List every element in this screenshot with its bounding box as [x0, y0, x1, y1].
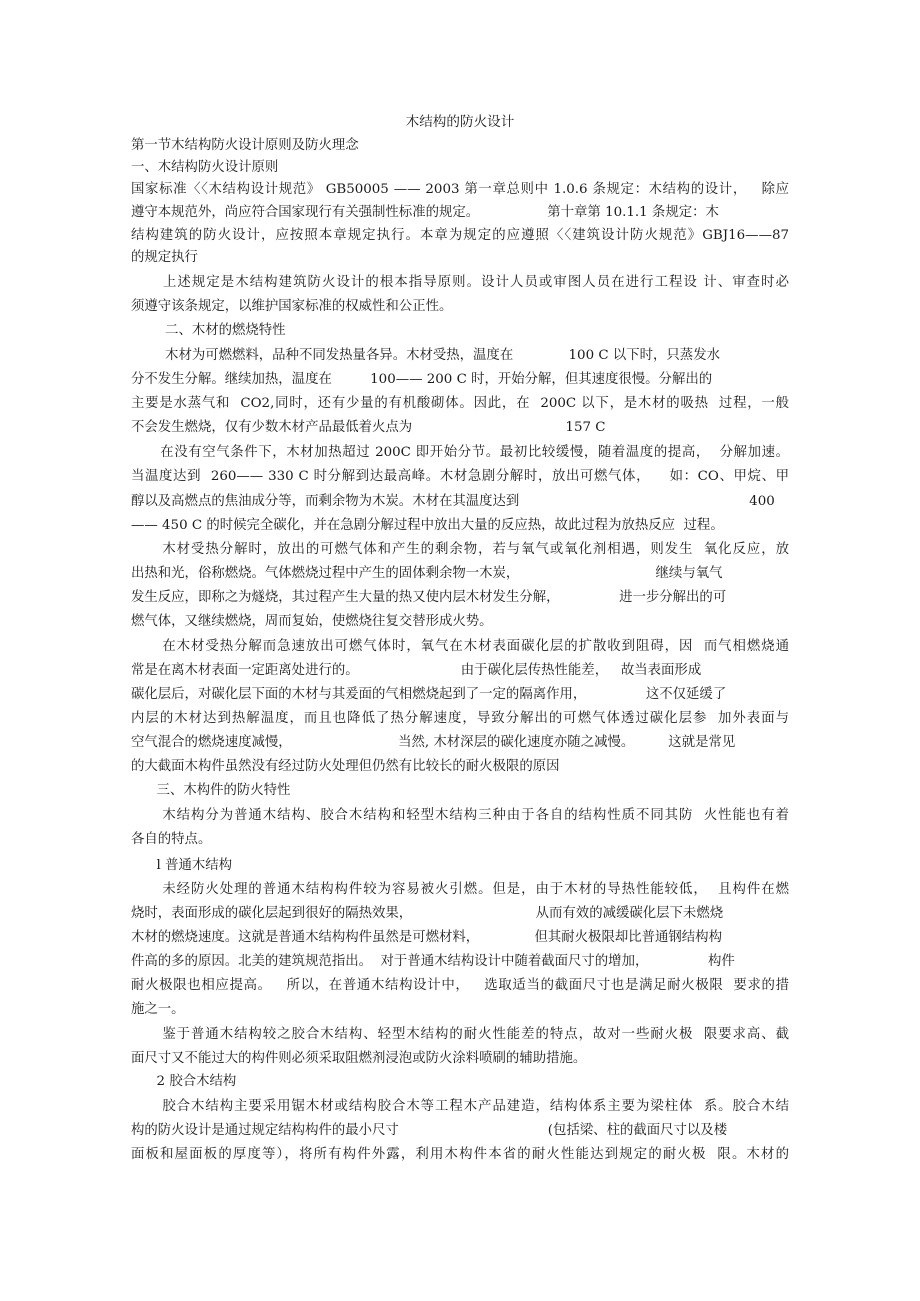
text-line: 2 胶合木结构: [131, 1074, 237, 1089]
text-line: 烧时，表面形成的碳化层起到很好的隔热效果， 从而有效的减缓碳化层下未燃烧: [131, 906, 724, 921]
text-line: 不会发生燃烧，仅有少数木材产品最低着火点为 157 C: [131, 420, 606, 435]
text-line: 木材为可燃燃料，品种不同发热量各异。木材受热，温度在 100 C 以下时，只蒸发水: [131, 348, 720, 363]
text-line: 一、木结构防火设计原则: [131, 160, 279, 175]
text-line: 的大截面木构件虽然没有经过防火处理但仍然有比较长的耐火极限的原因: [131, 759, 560, 774]
text-line: 内层的木材达到热解温度，而且也降低了热分解速度，导致分解出的可燃气体透过碳化层参 加外表面与: [131, 711, 789, 726]
text-line: 主要是水蒸气和 CO2,同时，还有少量的有机酸砌体。因此，在 200C 以下，是木材的吸热 过程，一般: [131, 396, 789, 411]
text-line: 当温度达到 260—— 330 C 时分解到达最高峰。木材急剧分解时，放出可燃气体， 如：CO、甲烷、甲: [131, 469, 789, 484]
text-line: 须遵守该条规定，以维护国家标准的权威性和公正性。: [131, 299, 453, 314]
text-line: 鉴于普通木结构较之胶合木结构、轻型木结构的耐火性能差的特点，故对一些耐火极 限要求高、截: [131, 1027, 789, 1042]
text-line: 第一节木结构防火设计原则及防火理念: [131, 138, 359, 153]
text-line: 发生反应，即称之为燧烧，其过程产生大量的热又使内层木材发生分解， 进一步分解出的可: [131, 590, 727, 605]
text-line: 耐火极限也相应提高。 所以，在普通木结构设计中， 选取适当的截面尺寸也是满足耐火极限 要求的措: [131, 978, 789, 993]
text-line: 各自的特点。: [131, 832, 212, 847]
text-line: 空气混合的燃烧速度减慢， 当然, 木材深层的碳化速度亦随之减慢。 这就是常见: [131, 735, 736, 750]
text-line: 结构建筑的防火设计，应按照本章规定执行。本章为规定的应遵照〈〈建筑设计防火规范》GBJ16——87: [131, 228, 789, 243]
text-line: 在没有空气条件下，木材加热超过 200C 即开始分节。最初比较缓慢，随着温度的提高， 分解加速。: [131, 445, 789, 460]
text-line: 件高的多的原因。北美的建筑规范指出。 对于普通木结构设计中随着截面尺寸的增加， 构件: [131, 954, 735, 969]
text-line: 上述规定是木结构建筑防火设计的根本指导原则。设计人员或审图人员在进行工程设 计、审查时必: [131, 275, 789, 290]
text-line: 遵守本规范外，尚应符合国家现行有关强制性标准的规定。 第十章第 10.1.1 条规定：木: [131, 205, 719, 220]
text-line: 醇以及高燃点的焦油成分等，而剩余物为木炭。木材在其温度达到 400: [131, 494, 775, 509]
text-line: 三、木构件的防火特性: [131, 783, 291, 798]
text-line: 燃气体，又继续燃烧，周而复始，使燃烧往复交替形成火势。: [131, 614, 493, 629]
text-line: 未经防火处理的普通木结构构件较为容易被火引燃。但是，由于木材的导热性能较低， 且构件在燃: [131, 882, 789, 897]
text-line: 二、木材的燃烧特性: [131, 323, 286, 338]
text-line: 构的防火设计是通过规定结构构件的最小尺寸 (包括梁、柱的截面尺寸以及楼: [131, 1123, 728, 1138]
text-line: 木结构分为普通木结构、胶合木结构和轻型木结构三种由于各自的结构性质不同其防 火性能也有着: [131, 808, 789, 823]
text-line: l 普通木结构: [131, 858, 233, 873]
text-line: 木材的燃烧速度。这就是普通木结构构件虽然是可燃材料， 但其耐火极限却比普通钢结构构: [131, 930, 722, 945]
text-line: —— 450 C 的时候完全碳化，并在急剧分解过程中放出大量的反应热，故此过程为放热反应 过程。: [131, 518, 724, 533]
text-line: 在木材受热分解而急速放出可燃气体时，氧气在木材表面碳化层的扩散收到阻碍，因 而气相燃烧通: [131, 639, 789, 654]
text-line: 施之一。: [131, 1002, 185, 1017]
text-line: 的规定执行: [131, 250, 198, 265]
text-line: 常是在离木材表面一定距离处进行的。 由于碳化层传热性能差， 故当表面形成: [131, 663, 702, 678]
text-line: 分不发生分解。继续加热，温度在 100—— 200 C 时，开始分解，但其速度很慢。分解出的: [131, 372, 713, 387]
text-line: 木材受热分解时，放出的可燃气体和产生的剩余物，若与氧气或氧化剂相遇，则发生 氧化反应，放: [131, 542, 789, 557]
text-line: 面尺寸又不能过大的构件则必须采取阻燃剂浸泡或防火涂料喷刷的辅助措施。: [131, 1051, 587, 1066]
text-line: 出热和光，俗称燃烧。气体燃烧过程中产生的固体剩余物一木炭， 继续与氧气: [131, 566, 723, 581]
text-line: 碳化层后，对碳化层下面的木材与其爰面的气相燃烧起到了一定的隔离作用， 这不仅延缓了: [131, 687, 727, 702]
document-title: 木结构的防火设计: [405, 114, 515, 130]
text-line: 面板和屋面板的厚度等），将所有构件外露，利用木构件本省的耐火性能达到规定的耐火极 限。木材的: [131, 1147, 789, 1162]
text-line: 胶合木结构主要采用锯木材或结构胶合木等工程木产品建造，结构体系主要为梁柱体 系。胶合木结: [131, 1099, 789, 1114]
text-line: 国家标准〈〈木结构设计规范》 GB50005 —— 2003 第一章总则中 1.0.6 条规定：木结构的设计， 除应: [131, 182, 789, 197]
